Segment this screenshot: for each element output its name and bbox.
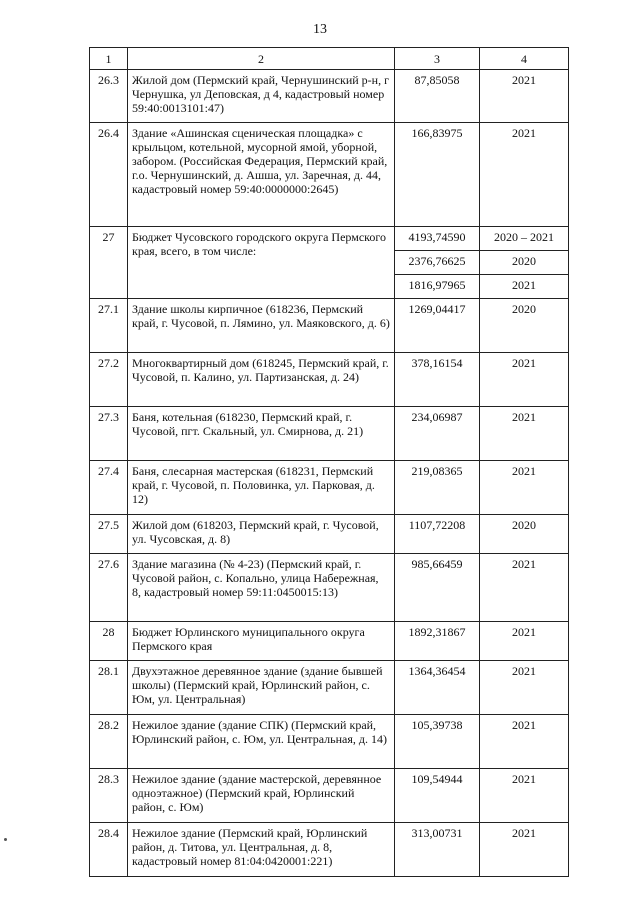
row-amount: 4193,74590 xyxy=(395,227,480,251)
row-description: Многоквартирный дом (618245, Пермский край, г. Чусовой, п. Калино, ул. Партизанская, д. 24) xyxy=(128,353,395,407)
row-year: 2021 xyxy=(480,823,569,877)
column-header-2: 2 xyxy=(128,48,395,70)
row-number: 28.3 xyxy=(90,769,128,823)
row-amount: 378,16154 xyxy=(395,353,480,407)
row-number: 27 xyxy=(90,227,128,299)
row-number: 27.3 xyxy=(90,407,128,461)
row-year: 2021 xyxy=(480,461,569,515)
row-amount: 1107,72208 xyxy=(395,515,480,554)
row-number: 27.1 xyxy=(90,299,128,353)
row-number: 28.1 xyxy=(90,661,128,715)
row-year: 2021 xyxy=(480,661,569,715)
column-header-4: 4 xyxy=(480,48,569,70)
row-description: Баня, слесарная мастерская (618231, Пермский край, г. Чусовой, п. Половинка, ул. Парковая, д. 12) xyxy=(128,461,395,515)
row-description: Баня, котельная (618230, Пермский край, г. Чусовой, пгт. Скальный, ул. Смирнова, д. 21) xyxy=(128,407,395,461)
row-description: Здание школы кирпичное (618236, Пермский край, г. Чусовой, п. Лямино, ул. Маяковского, д. 6) xyxy=(128,299,395,353)
table-row xyxy=(90,299,569,353)
row-description: Нежилое здание (здание мастерской, деревянное одноэтажное) (Пермский край, Юрлинский район, с. Юм) xyxy=(128,769,395,823)
row-description: Двухэтажное деревянное здание (здание бывшей школы) (Пермский край, Юрлинский район, с. Юм, ул. Центральная) xyxy=(128,661,395,715)
row-description: Бюджет Юрлинского муниципального округа Пермского края xyxy=(128,622,395,661)
row-amount: 985,66459 xyxy=(395,554,480,622)
row-amount: 313,00731 xyxy=(395,823,480,877)
row-year: 2021 xyxy=(480,70,569,123)
row-year: 2020 xyxy=(480,251,569,275)
row-description: Жилой дом (618203, Пермский край, г. Чусовой, ул. Чусовская, д. 8) xyxy=(128,515,395,554)
column-header-3: 3 xyxy=(395,48,480,70)
row-amount: 105,39738 xyxy=(395,715,480,769)
row-number: 28.4 xyxy=(90,823,128,877)
row-number: 27.6 xyxy=(90,554,128,622)
row-number: 27.2 xyxy=(90,353,128,407)
row-year: 2021 xyxy=(480,554,569,622)
row-description: Здание магазина (№ 4-23) (Пермский край, г. Чусовой район, с. Копально, улица Набережная, 8, кадастровый номер 59:11:0450015:13) xyxy=(128,554,395,622)
scan-speck xyxy=(4,838,7,841)
row-description: Нежилое здание (здание СПК) (Пермский край, Юрлинский район, с. Юм, ул. Центральная, д. 14) xyxy=(128,715,395,769)
table-row xyxy=(90,823,569,877)
row-year: 2021 xyxy=(480,622,569,661)
row-number: 26.3 xyxy=(90,70,128,123)
table-row xyxy=(90,123,569,227)
row-amount: 87,85058 xyxy=(395,70,480,123)
table-row xyxy=(90,715,569,769)
row-number: 28.2 xyxy=(90,715,128,769)
table-row xyxy=(90,515,569,554)
row-number: 28 xyxy=(90,622,128,661)
table-row xyxy=(90,554,569,622)
row-number: 26.4 xyxy=(90,123,128,227)
column-header-1: 1 xyxy=(90,48,128,70)
row-amount: 1892,31867 xyxy=(395,622,480,661)
row-year: 2021 xyxy=(480,353,569,407)
row-amount: 1269,04417 xyxy=(395,299,480,353)
table-row xyxy=(90,407,569,461)
row-year: 2021 xyxy=(480,407,569,461)
row-amount: 219,08365 xyxy=(395,461,480,515)
page-number: 13 xyxy=(313,22,327,37)
table-row xyxy=(90,70,569,123)
row-description: Бюджет Чусовского городского округа Пермского края, всего, в том числе: xyxy=(128,227,395,299)
row-year: 2020 xyxy=(480,515,569,554)
row-year: 2020 xyxy=(480,299,569,353)
row-year: 2021 xyxy=(480,715,569,769)
row-description: Жилой дом (Пермский край, Чернушинский р-н, г Чернушка, ул Деповская, д 4, кадастровый номер 59:40:0013101:47) xyxy=(128,70,395,123)
table-row xyxy=(90,461,569,515)
row-amount: 109,54944 xyxy=(395,769,480,823)
row-year: 2021 xyxy=(480,275,569,299)
row-amount: 1364,36454 xyxy=(395,661,480,715)
row-year: 2020 – 2021 xyxy=(480,227,569,251)
row-amount: 234,06987 xyxy=(395,407,480,461)
table-row xyxy=(90,622,569,661)
row-amount: 2376,76625 xyxy=(395,251,480,275)
row-number: 27.5 xyxy=(90,515,128,554)
table-header-row xyxy=(90,48,569,70)
table-row xyxy=(90,227,569,251)
row-amount: 166,83975 xyxy=(395,123,480,227)
row-year: 2021 xyxy=(480,123,569,227)
table-row xyxy=(90,353,569,407)
row-year: 2021 xyxy=(480,769,569,823)
table-row xyxy=(90,769,569,823)
row-amount: 1816,97965 xyxy=(395,275,480,299)
row-description: Здание «Ашинская сценическая площадка» с крыльцом, котельной, мусорной ямой, уборной, забором. (Российская Федерация, Пермский край, г.о. Чернушинский, д. Ашша, ул. Заречная, д. 44, кадастровый номер 59:40:0000000:2645) xyxy=(128,123,395,227)
row-number: 27.4 xyxy=(90,461,128,515)
table-row xyxy=(90,661,569,715)
row-description: Нежилое здание (Пермский край, Юрлинский район, д. Титова, ул. Центральная, д. 8, кадастровый номер 81:04:0420001:221) xyxy=(128,823,395,877)
property-table xyxy=(89,47,569,877)
